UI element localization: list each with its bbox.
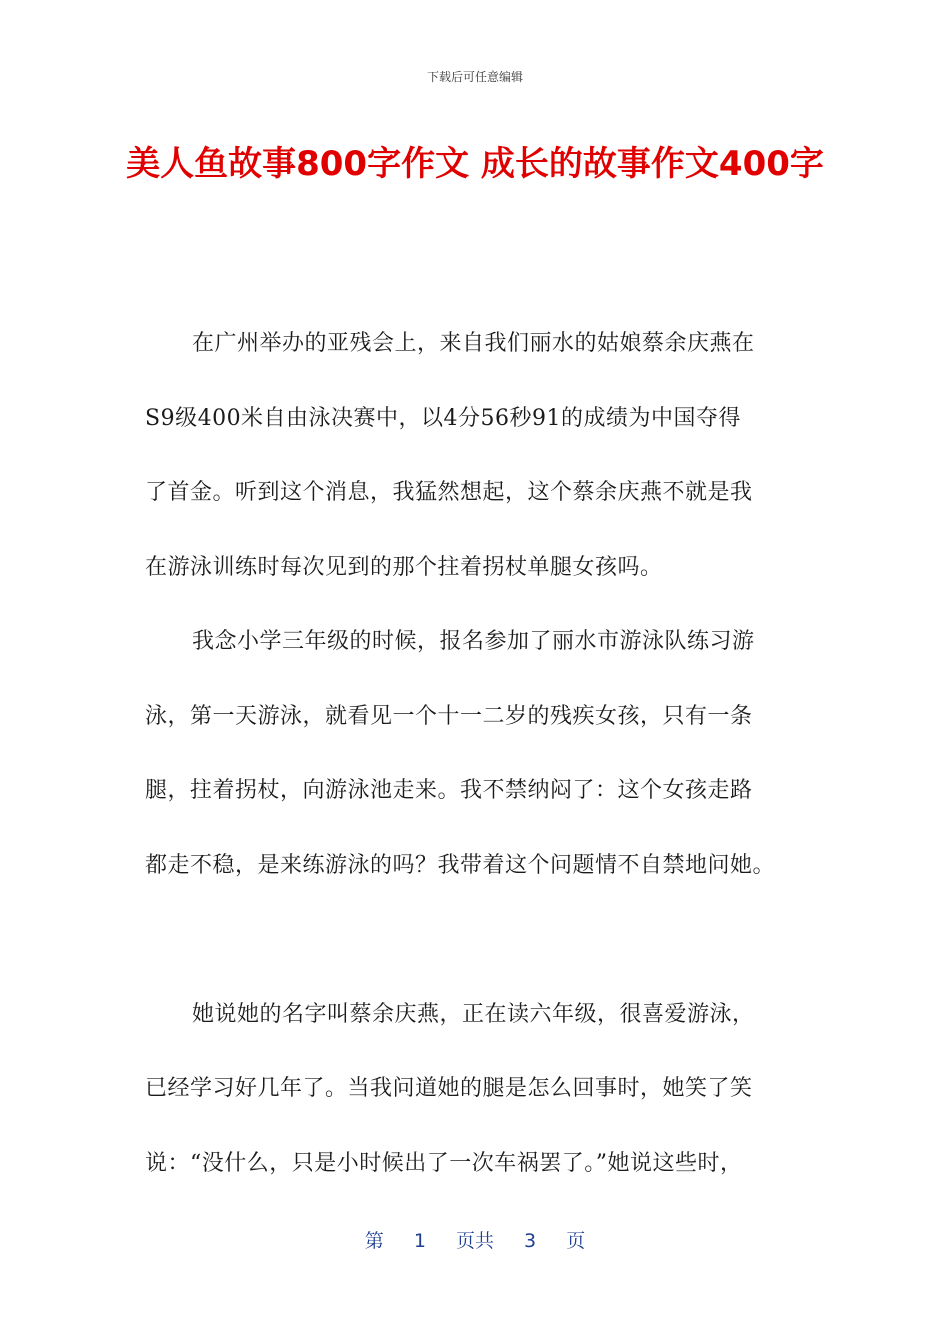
text-line: 腿，拄着拐杖，向游泳池走来。我不禁纳闷了：这个女孩走路 [145,778,753,803]
text-line: 在广州举办的亚残会上，来自我们丽水的姑娘蔡余庆燕在 [192,331,755,356]
article-body [145,322,805,1216]
paragraph [145,620,805,918]
paragraph [145,322,805,620]
footer-middle: 页共 [455,1230,494,1252]
current-page-number: 1 [413,1230,426,1252]
footer-suffix: 页 [566,1230,586,1252]
page-footer [0,1226,950,1253]
paragraph [145,993,805,1217]
text-line: 她说她的名字叫蔡余庆燕，正在读六年级，很喜爱游泳， [192,1001,755,1027]
text-line: 都走不稳，是来练游泳的吗？我带着这个问题情不自禁地问她。 [145,852,776,878]
text-line: 在游泳训练时每次见到的那个拄着拐杖单腿女孩吗。 [145,554,663,580]
header-note: 下载后可任意编辑 [426,70,523,84]
paragraph-gap [145,918,805,993]
text-line: 说：“没什么，只是小时候出了一次车祸罢了。”她说这些时， [145,1150,743,1176]
text-line: S9级400米自由泳决赛中，以4分56秒91的成绩为中国夺得 [145,405,742,431]
text-line: 已经学习好几年了。当我问道她的腿是怎么回事时，她笑了笑 [145,1076,753,1101]
text-line: 泳，第一天游泳，就看见一个十一二岁的残疾女孩，只有一条 [145,703,753,729]
footer-prefix: 第 [364,1230,384,1252]
page-title: 美人鱼故事800字作文 成长的故事作文400字 [126,144,824,184]
text-line: 我念小学三年级的时候，报名参加了丽水市游泳队练习游 [192,629,755,654]
text-line: 了首金。听到这个消息，我猛然想起，这个蔡余庆燕不就是我 [145,480,753,505]
total-page-number: 3 [524,1230,537,1252]
